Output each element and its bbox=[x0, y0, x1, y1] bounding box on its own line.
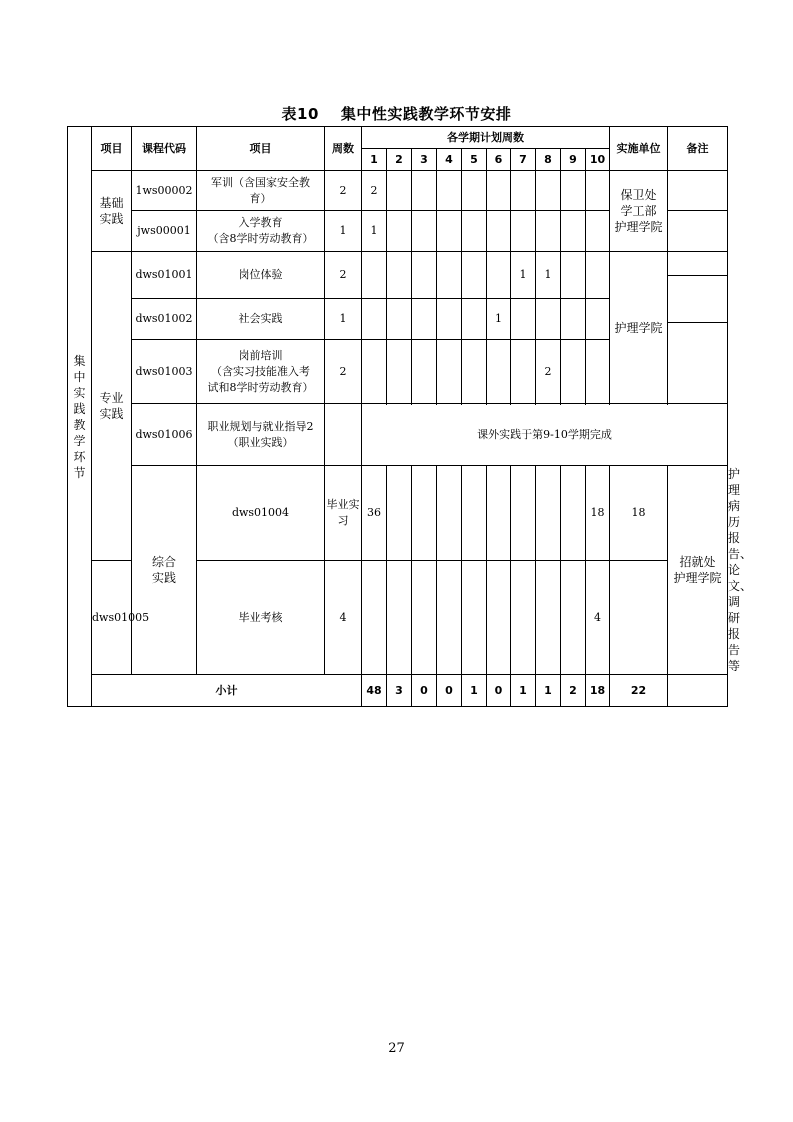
course-weeks: 2 bbox=[325, 340, 362, 404]
semester-cell bbox=[536, 211, 561, 252]
semester-cell bbox=[462, 340, 487, 404]
semester-cell: 1 bbox=[511, 252, 536, 299]
unit-basic: 保卫处 学工部 护理学院 bbox=[610, 171, 668, 252]
semester-cell: 18 bbox=[586, 466, 610, 561]
table-row bbox=[68, 252, 728, 276]
course-name: 入学教育 （含8学时劳动教育） bbox=[197, 211, 325, 252]
semester-cell bbox=[412, 299, 437, 340]
semester-cell bbox=[561, 299, 586, 340]
category-basic-line: 实践 bbox=[99, 212, 124, 226]
semester-cell bbox=[362, 252, 387, 299]
semester-header: 3 bbox=[412, 149, 437, 171]
semester-cell bbox=[387, 340, 412, 404]
unit-major: 护理学院 bbox=[610, 252, 668, 404]
category-major bbox=[92, 252, 132, 561]
course-code: dws01002 bbox=[132, 299, 197, 340]
section-label-char: 中 bbox=[73, 369, 86, 384]
semester-cell bbox=[387, 252, 412, 299]
semester-header: 6 bbox=[487, 149, 511, 171]
category-major-line: 实践 bbox=[99, 407, 124, 422]
section-label-char: 实 bbox=[73, 385, 86, 400]
semester-cell bbox=[487, 340, 511, 404]
semester-cell bbox=[536, 171, 561, 211]
semester-cell bbox=[561, 340, 586, 404]
unit-comprehensive: 招就处 护理学院 bbox=[668, 466, 728, 675]
semester-header: 10 bbox=[586, 149, 610, 171]
semester-header: 9 bbox=[561, 149, 586, 171]
semester-cell bbox=[362, 299, 387, 340]
semester-cell bbox=[487, 171, 511, 211]
course-name: 岗前培训 （含实习技能准入考 试和8学时劳动教育） bbox=[197, 340, 325, 404]
semester-cell bbox=[437, 340, 462, 404]
semester-cell bbox=[511, 466, 536, 561]
semester-cell bbox=[462, 171, 487, 211]
semester-cell bbox=[586, 340, 610, 404]
subtotal-semester: 0 bbox=[487, 675, 511, 707]
table-title bbox=[0, 103, 793, 124]
semester-cell bbox=[387, 171, 412, 211]
semester-cell bbox=[462, 561, 487, 675]
section-label-char: 学 bbox=[73, 433, 86, 448]
course-code: dws01005 bbox=[92, 561, 132, 675]
subtotal-unit bbox=[668, 675, 728, 707]
semester-cell bbox=[437, 561, 462, 675]
table-row bbox=[68, 171, 728, 211]
subtotal-weeks: 48 bbox=[362, 675, 387, 707]
semester-cell bbox=[412, 340, 437, 404]
category-basic bbox=[92, 171, 132, 252]
semester-cell bbox=[511, 171, 536, 211]
semester-cell bbox=[437, 211, 462, 252]
note-cell bbox=[668, 276, 728, 323]
semester-cell bbox=[536, 299, 561, 340]
semester-cell bbox=[462, 252, 487, 299]
category-comprehensive-line: 实践 bbox=[151, 571, 176, 585]
semester-header: 5 bbox=[462, 149, 487, 171]
course-code: jws00001 bbox=[132, 211, 197, 252]
section-label-char: 集 bbox=[73, 353, 86, 368]
semester-header: 1 bbox=[362, 149, 387, 171]
semester-cell bbox=[437, 252, 462, 299]
table-row: 综合 实践 dws01004 毕业实习 36 18 18 招就处 护理学院 护理病历 报告、论 文、调研 报告等 bbox=[68, 466, 728, 561]
semester-cell bbox=[487, 466, 511, 561]
section-label-cell bbox=[68, 127, 92, 707]
subtotal-semester: 0 bbox=[437, 675, 462, 707]
semester-cell bbox=[462, 299, 487, 340]
course-name: 社会实践 bbox=[197, 299, 325, 340]
course-name: 职业规划与就业指导2 （职业实践） bbox=[197, 404, 325, 466]
section-label-char: 环 bbox=[73, 449, 86, 464]
semester-cell bbox=[561, 171, 586, 211]
semester-cell: 1 bbox=[487, 299, 511, 340]
semester-cell bbox=[586, 211, 610, 252]
semester-cell: 4 bbox=[586, 561, 610, 675]
subtotal-label: 小计 bbox=[92, 675, 362, 707]
subtotal-semester: 1 bbox=[462, 675, 487, 707]
semester-cell bbox=[437, 299, 462, 340]
semester-cell: 1 bbox=[362, 211, 387, 252]
course-name: 毕业考核 bbox=[197, 561, 325, 675]
category-major-line: 专业 bbox=[99, 391, 124, 406]
header-weeks: 周数 bbox=[325, 127, 362, 171]
subtotal-semester: 22 bbox=[610, 675, 668, 707]
header-unit: 实施单位 bbox=[610, 127, 668, 171]
semester-cell: 2 bbox=[536, 340, 561, 404]
course-code: dws01004 bbox=[197, 466, 325, 561]
course-code: dws01001 bbox=[132, 252, 197, 299]
category-basic-line: 基础 bbox=[99, 196, 124, 210]
practice-schedule-table bbox=[67, 126, 753, 707]
semester-cell bbox=[412, 252, 437, 299]
semester-cell bbox=[487, 211, 511, 252]
semester-cell bbox=[412, 211, 437, 252]
semester-cell bbox=[412, 561, 437, 675]
semester-cell bbox=[511, 561, 536, 675]
subtotal-semester: 2 bbox=[561, 675, 586, 707]
semester-cell bbox=[387, 299, 412, 340]
header-item: 项目 bbox=[92, 127, 132, 171]
header-note: 备注 bbox=[668, 127, 728, 171]
course-name: 毕业实习 bbox=[325, 466, 362, 561]
header-name: 项目 bbox=[197, 127, 325, 171]
extracurricular-note: 课外实践于第9-10学期完成 bbox=[362, 404, 728, 466]
course-code: 1ws00002 bbox=[132, 171, 197, 211]
course-weeks: 2 bbox=[325, 171, 362, 211]
semester-header: 8 bbox=[536, 149, 561, 171]
semester-cell bbox=[362, 561, 387, 675]
subtotal-semester: 0 bbox=[412, 675, 437, 707]
course-weeks: 36 bbox=[362, 466, 387, 561]
semester-cell bbox=[561, 252, 586, 299]
semester-cell bbox=[387, 466, 412, 561]
semester-header: 7 bbox=[511, 149, 536, 171]
category-comprehensive-line: 综合 bbox=[151, 555, 176, 569]
semester-cell bbox=[487, 252, 511, 299]
semester-cell bbox=[362, 340, 387, 404]
semester-cell bbox=[387, 561, 412, 675]
semester-cell bbox=[511, 340, 536, 404]
semester-cell bbox=[437, 171, 462, 211]
note-cell bbox=[668, 252, 728, 276]
course-weeks: 2 bbox=[325, 252, 362, 299]
semester-cell: 1 bbox=[536, 252, 561, 299]
subtotal-row bbox=[68, 675, 728, 707]
course-name: 岗位体验 bbox=[197, 252, 325, 299]
semester-cell bbox=[536, 561, 561, 675]
page-number: 27 bbox=[388, 1041, 405, 1056]
table-row bbox=[68, 404, 728, 435]
course-code: dws01006 bbox=[132, 404, 197, 466]
section-label-char: 践 bbox=[73, 401, 86, 416]
semester-cell bbox=[462, 211, 487, 252]
section-label-char: 节 bbox=[73, 465, 86, 480]
semester-cell bbox=[487, 561, 511, 675]
course-weeks: 4 bbox=[325, 561, 362, 675]
subtotal-semester: 1 bbox=[511, 675, 536, 707]
semester-cell bbox=[586, 299, 610, 340]
course-weeks: 1 bbox=[325, 211, 362, 252]
header-row bbox=[68, 127, 728, 149]
semester-cell bbox=[462, 466, 487, 561]
header-code: 课程代码 bbox=[132, 127, 197, 171]
note-cell bbox=[668, 323, 728, 404]
semester-cell bbox=[387, 211, 412, 252]
semester-cell bbox=[412, 466, 437, 561]
semester-cell bbox=[586, 252, 610, 299]
semester-header: 4 bbox=[437, 149, 462, 171]
semester-cell bbox=[586, 171, 610, 211]
semester-cell: 2 bbox=[362, 171, 387, 211]
semester-cell bbox=[412, 171, 437, 211]
course-weeks: 1 bbox=[325, 299, 362, 340]
semester-cell bbox=[536, 466, 561, 561]
course-code: dws01003 bbox=[132, 340, 197, 404]
table-number: 表10 bbox=[281, 105, 319, 123]
semester-cell: 18 bbox=[610, 466, 668, 561]
category-comprehensive bbox=[132, 466, 197, 675]
course-name: 军训（含国家安全教 育） bbox=[197, 171, 325, 211]
note-cell bbox=[668, 171, 728, 211]
table-title-text: 集中性实践教学环节安排 bbox=[340, 105, 512, 123]
semester-cell bbox=[437, 466, 462, 561]
subtotal-semester: 18 bbox=[586, 675, 610, 707]
semester-cell bbox=[511, 211, 536, 252]
subtotal-semester: 3 bbox=[387, 675, 412, 707]
semester-header: 2 bbox=[387, 149, 412, 171]
section-label-char: 教 bbox=[73, 417, 86, 432]
semester-cell bbox=[561, 211, 586, 252]
header-semester-group: 各学期计划周数 bbox=[362, 127, 610, 149]
subtotal-semester: 1 bbox=[536, 675, 561, 707]
semester-cell bbox=[561, 466, 586, 561]
course-weeks bbox=[325, 404, 362, 466]
semester-cell bbox=[561, 561, 586, 675]
semester-cell bbox=[511, 299, 536, 340]
note-cell bbox=[668, 211, 728, 252]
